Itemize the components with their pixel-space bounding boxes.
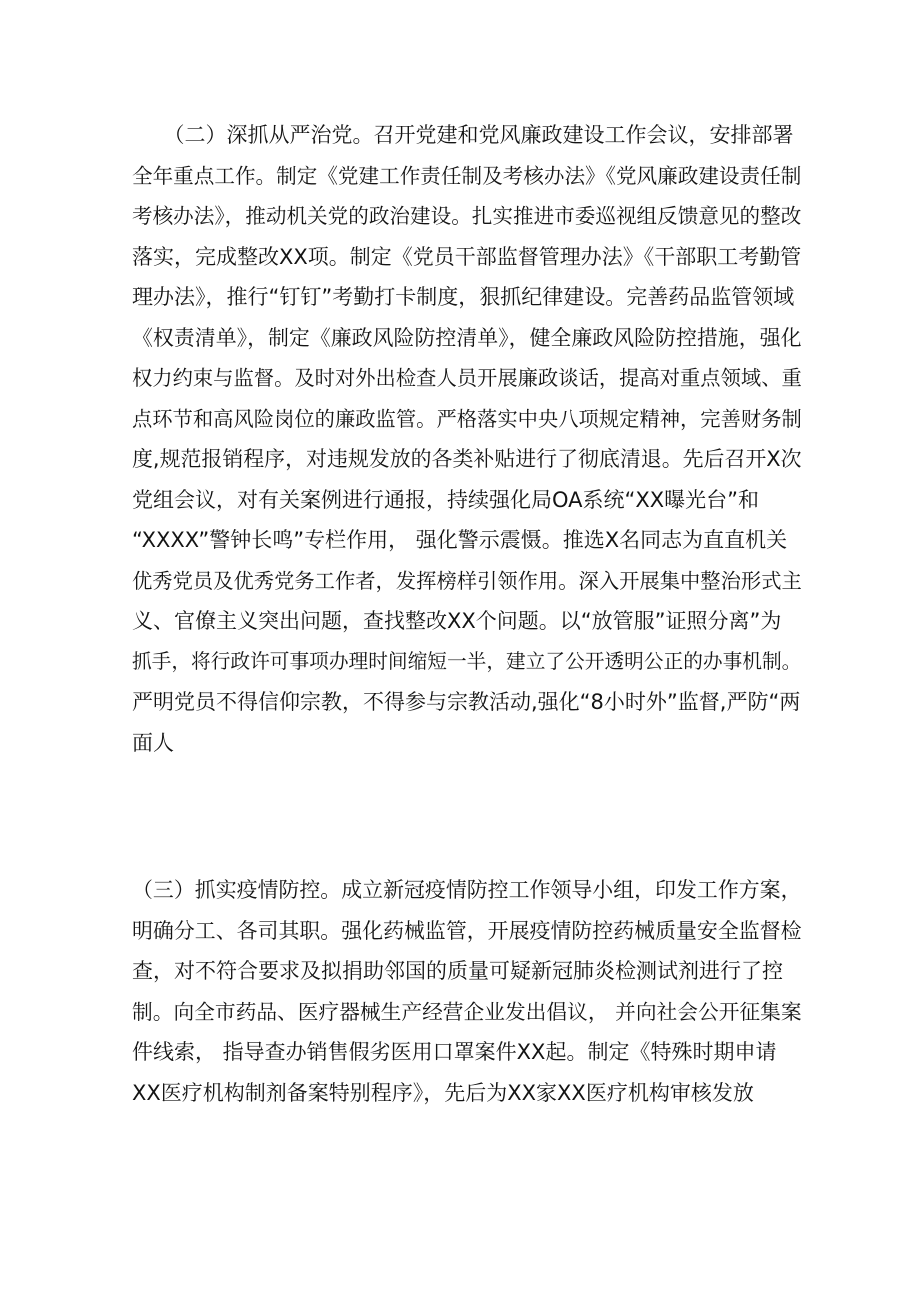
text-line: 考核办法》，推动机关党的政治建设。扎实推进市委巡视组反馈意见的整改 — [132, 204, 802, 228]
text-line: XX医疗机构制剂备案特别程序》，先后为XX家XX医疗机构审核发放 — [132, 1080, 754, 1105]
text-line: 理办法》，推行“钉钉”考勤打卡制度，狠抓纪律建设。完善药品监管领域 — [132, 285, 795, 309]
text-line: 制。向全市药品、医疗器械生产经营企业发出倡议， 并向社会公开征集案 — [132, 999, 802, 1024]
text-line: 义、官僚主义突出问题，查找整改XX个问题。以“放管服”证照分离”为 — [132, 609, 782, 633]
text-line: 严明党员不得信仰宗教，不得参与宗教活动,强化“8小时外”监督,严防“两 — [132, 690, 801, 714]
text-line: 落实，完成整改XX项。制定《党员干部监督管理办法》《干部职工考勤管 — [132, 244, 802, 269]
text-line: 件线索， 指导查办销售假劣医用口罩案件XX起。制定《特殊时期申请 — [132, 1040, 777, 1064]
text-line: 优秀党员及优秀党务工作者，发挥榜样引领作用。深入开展集中整治形式主 — [132, 568, 802, 593]
text-line: 《权责清单》，制定《廉政风险防控清单》，健全廉政风险防控措施，强化 — [132, 325, 802, 350]
text-line: （二）深抓从严治党。召开党建和党风廉政建设工作会议，安排部署 — [132, 123, 794, 147]
text-line: 全年重点工作。制定《党建工作责任制及考核办法》《党风廉政建设责任制 — [132, 163, 802, 188]
text-line: 查，对不符合要求及拟捐助邻国的质量可疑新冠肺炎检测试剂进行了控 — [132, 959, 783, 983]
text-line: 面人 — [132, 730, 174, 755]
paragraph-section-3 — [132, 870, 802, 1113]
text-line: 明确分工、各司其职。强化药械监管，开展疫情防控药械质量安全监督检 — [132, 918, 802, 943]
paragraph-section-2 — [132, 115, 802, 763]
text-line: （三）抓实疫情防控。成立新冠疫情防控工作领导小组，印发工作方案， — [132, 878, 802, 902]
text-line: 抓手，将行政许可事项办理时间缩短一半，建立了公开透明公正的办事机制。 — [132, 649, 802, 673]
text-line: 度,规范报销程序，对违规发放的各类补贴进行了彻底清退。先后召开X次 — [132, 447, 802, 471]
text-line: 权力约束与监督。及时对外出检查人员开展廉政谈话，提高对重点领域、重 — [132, 366, 802, 390]
text-line: “XXXX”警钟长鸣”专栏作用， 强化警示震慑。推选X名同志为直直机关 — [132, 528, 788, 552]
text-line: 党组会议，对有关案例进行通报，持续强化局OA系统“XX曝光台”和 — [132, 487, 760, 512]
text-line: 点环节和高风险岗位的廉政监管。严格落实中央八项规定精神，完善财务制 — [132, 406, 802, 431]
